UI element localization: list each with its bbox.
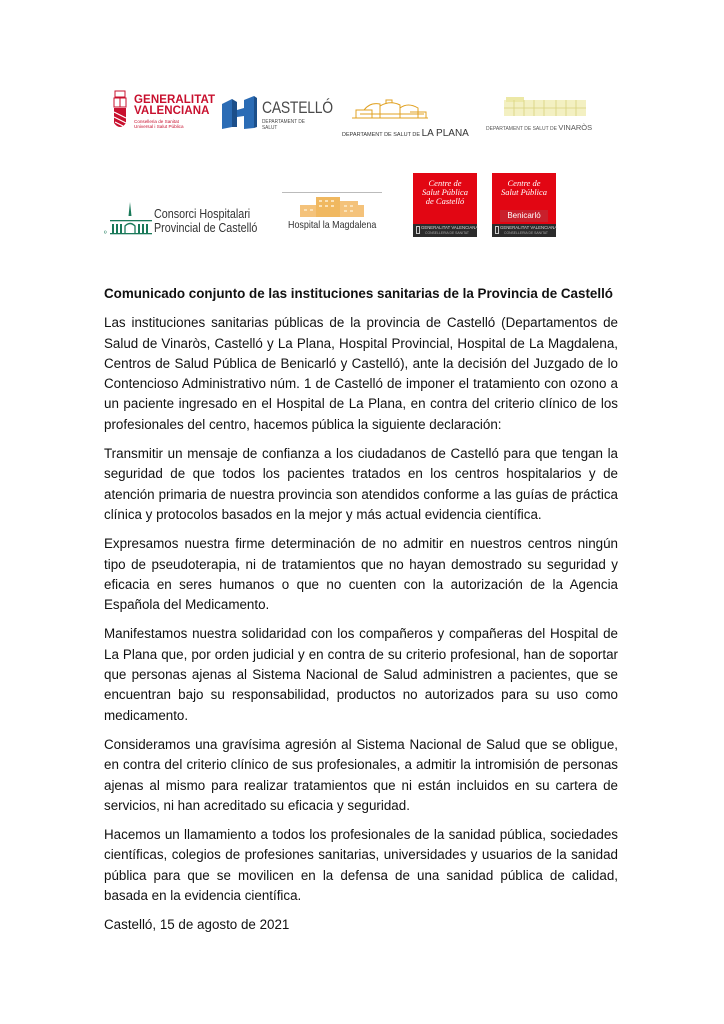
gva-line1: GENERALITAT [134, 94, 216, 106]
gva-band [492, 224, 556, 237]
castello-subtitle: DEPARTAMENT DE SALUT [262, 119, 305, 131]
csp-castello-title-line: Centre de [428, 178, 462, 188]
csp-benicarlo-city: Benicarló [500, 210, 548, 222]
band-line1: GENERALITAT VALENCIANA [500, 225, 558, 230]
vinaros-department-logo [486, 96, 593, 132]
paragraph: Consideramos una gravísima agresión al Sistema Nacional de Salud que se obligue, en contra del criterio clínico de sus profesionales, a admitir la intromisión de personas ajenas al mismo para realizar tratamientos que ni están incluidos en su cartera de servicios, ni han acreditado su eficacia y seguridad. [104, 736, 618, 813]
hospital-magdalena-logo [282, 192, 382, 238]
la-plana-building-icon [350, 96, 430, 120]
vinaros-name: VINARÒS [558, 123, 593, 132]
csp-benicarlo-title-line: Salut Pública [500, 187, 548, 197]
paragraph: Expresamos nuestra firme determinación de no admitir en nuestros centros ningún tipo de pseudoterapia, ni de tratamientos que no hayan demostrado su seguridad y eficacia en seres humanos o que no cuenten con la autorización de la Agencia Española del Medicamento. [104, 536, 618, 613]
la-plana-label [342, 123, 469, 141]
svg-text:º: º [104, 231, 107, 238]
paragraph: Transmitir un mensaje de confianza a los ciudadanos de Castelló para que tengan la seguridad de que todos los pacientes tratados en los centros hospitalarios y de atención primaria de nuestra provincia son atendidos conforme a las guías de práctica clínica y protocolos basados en la mejor y más actual evidencia científica. [104, 446, 618, 522]
band-line2: CONSELLERIA DE SANITAT [425, 231, 469, 235]
vinaros-building-icon [504, 96, 586, 116]
csp-benicarlo-title [492, 179, 556, 197]
hospital-h-icon [220, 96, 258, 130]
consorci-hospitalari-logo [104, 200, 264, 240]
csp-benicarlo-title-line: Centre de [507, 178, 541, 188]
paragraph: Manifestamos nuestra solidaridad con los compañeros y compañeras del Hospital de La Plana que, por orden judicial y en contra de su criterio profesional, han de soportar que personas ajenas al Sistema Nacional de Salud administren a pacientes, que se encuentran bajo su responsabilidad, productos no autorizados para su uso como medicamento. [104, 626, 618, 723]
csp-castello-title [413, 179, 477, 206]
csp-benicarlo-logo [492, 173, 556, 237]
gva-line2: VALENCIANA [134, 105, 210, 117]
la-plana-prefix: DEPARTAMENT DE SALUT DE [342, 132, 422, 138]
consorci-line2: Provincial de Castelló [154, 221, 258, 235]
consorci-line1: Consorci Hospitalari [154, 207, 251, 221]
gva-shield-icon [112, 90, 129, 132]
csp-castello-title-line: Salut Pública [421, 187, 469, 197]
document-heading: Comunicado conjunto de las instituciones sanitarias de la Provincia de Castelló [104, 286, 613, 301]
castello-department-logo [220, 96, 333, 132]
band-line1: GENERALITAT VALENCIANA [421, 225, 479, 230]
gva-line4: Universal i Salut Pública [134, 124, 184, 129]
magdalena-divider [282, 192, 382, 193]
la-plana-department-logo [342, 96, 469, 139]
gva-crest-icon [495, 226, 499, 234]
la-plana-name: LA PLANA [421, 128, 469, 139]
generalitat-valenciana-logo [112, 90, 218, 132]
csp-castello-title-line: de Castelló [425, 196, 465, 206]
magdalena-name: Hospital la Magdalena [288, 219, 377, 231]
date-line: Castelló, 15 de agosto de 2021 [104, 917, 290, 933]
paragraph: Hacemos un llamamiento a todos los profesionales de la sanidad pública, sociedades científicas, colegios de profesiones sanitarias, universidades y usuarios de la sanidad pública para que se movilicen en la defensa de una sanidad pública de calidad, basada en la evidencia científica. [104, 827, 618, 904]
csp-castello-logo [413, 173, 477, 237]
press-release-body [104, 284, 618, 936]
castello-name: CASTELLÓ [262, 98, 333, 117]
consorci-building-icon [104, 200, 152, 240]
gva-crest-icon [416, 226, 420, 234]
band-line2: CONSELLERIA DE SANITAT [504, 231, 548, 235]
gva-band [413, 224, 477, 237]
paragraph: Las instituciones sanitarias públicas de la provincia de Castelló (Departamentos de Salud de Vinaròs, Castelló y La Plana, Hospital Provincial, Hospital de La Magdalena, Centros de Salud Pública de Benicarló y Castelló), ante la decisión del Juzgado de lo Contencioso Administrativo núm. 1 de Castelló de imponer el tratamiento con ozono a un paciente ingresado en el Hospital de La Plana, en contra del criterio clínico de los profesionales del centro, hacemos pública la siguiente declaración: [104, 315, 618, 432]
vinaros-label [486, 117, 592, 135]
vinaros-prefix: DEPARTAMENT DE SALUT DE [486, 126, 559, 132]
gva-line3: Conselleria de Sanitat [134, 119, 179, 124]
magdalena-building-icon [300, 195, 364, 217]
